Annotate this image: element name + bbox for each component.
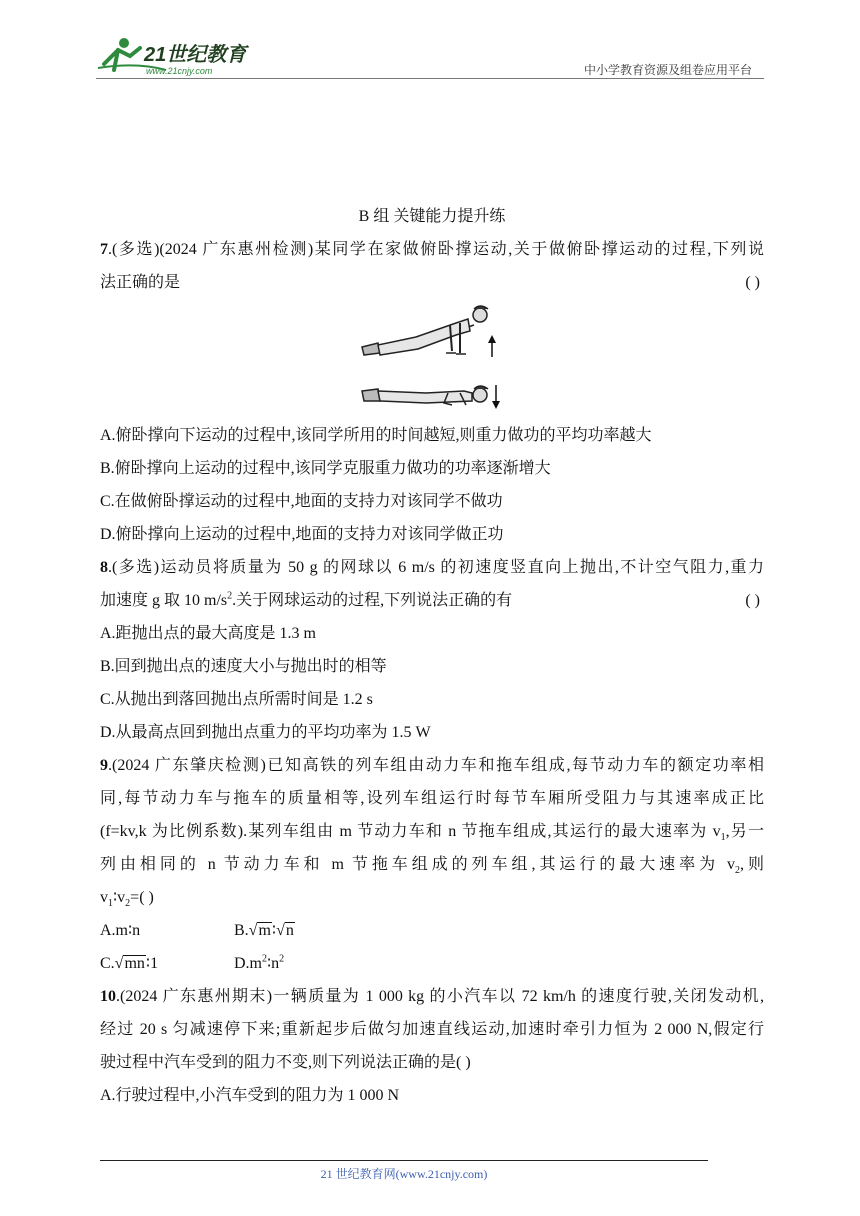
question-10-line-3: 驶过程中汽车受到的阻力不变,则下列说法正确的是( ) [100,1054,471,1071]
arrow-up-icon [488,335,496,357]
question-number: 7 [100,241,108,258]
question-number: 10 [100,988,116,1005]
question-9-line-4: 列由相同的 n 节动力车和 m 节拖车组成的列车组,其运行的最大速率为 $v_2$,则 [100,856,764,877]
question-7-line-1: 7.(多选)(2024 广东惠州检测)某同学在家做俯卧撑运动,关于做俯卧撑运动的过程,下列说 [100,241,764,258]
pushup-up-icon [362,306,488,355]
option-8a: A.距抛出点的最大高度是 1.3 m [100,625,317,642]
header-divider [96,78,764,79]
svg-text:www.21cnjy.com: www.21cnjy.com [146,66,213,76]
question-number: 9 [100,757,108,774]
question-number: 8 [100,559,108,576]
option-9b: B.√m∶√n [234,922,294,939]
option-7d: D.俯卧撑向上运动的过程中,地面的支持力对该同学做正功 [100,526,504,543]
pushup-figure [100,301,764,413]
question-7-line-2: 法正确的是 ( ) [100,266,764,299]
options-9ab [100,914,764,947]
question-9-line-5: $v_1∶v_2=$( ) [100,889,154,910]
page-content [100,200,764,1112]
question-10-line-2: 经过 20 s 匀减速停下来;重新起步后做匀加速直线运动,加速时牵引力恒为 2 000 N,假定行 [100,1021,764,1038]
section-title: B 组 关键能力提升练 [358,208,506,225]
question-10-line-1: 10.(2024 广东惠州期末)一辆质量为 1 000 kg 的小汽车以 72 km/h 的速度行驶,关闭发动机, [100,988,764,1005]
option-9d: $D.m^2∶n^2$ [234,953,285,972]
option-7c: C.在做俯卧撑运动的过程中,地面的支持力对该同学不做功 [100,493,503,510]
page-footer: 21 世纪教育网(www.21cnjy.com) [320,1167,488,1181]
question-9-line-1: 9.(2024 广东肇庆检测)已知高铁的列车组由动力车和拖车组成,每节动力车的额定功率相 [100,757,764,774]
question-9-line-2: 同,每节动力车与拖车的质量相等,设列车组运行时每节车厢所受阻力与其速率成正比 [100,790,764,807]
answer-blank: ( ) [745,592,760,609]
footer-divider [100,1160,708,1161]
option-10a: A.行驶过程中,小汽车受到的阻力为 1 000 N [100,1087,400,1104]
options-9cd [100,947,764,980]
question-8-line-2: 加速度 g 取 10 $m/s^2$.关于网球运动的过程,下列说法正确的有 ( ) [100,584,764,617]
option-8b: B.回到抛出点的速度大小与抛出时的相等 [100,658,387,675]
option-9c: C.√mn∶1 [100,955,159,972]
question-8-line-1: 8.(多选)运动员将质量为 50 g 的网球以 6 m/s 的初速度竖直向上抛出,不计空气阻力,重力 [100,559,764,576]
svg-text:21世纪教育: 21世纪教育 [144,44,247,66]
option-7b: B.俯卧撑向上运动的过程中,该同学克服重力做功的功率逐渐增大 [100,460,551,477]
question-9-line-3: (f=kv,k 为比例系数).某列车组由 m 节动力车和 n 节拖车组成,其运行的最大速率为 $v_1$,另一 [100,823,764,844]
pushup-down-icon [362,386,488,405]
option-8d: D.从最高点回到抛出点重力的平均功率为 1.5 W [100,724,431,741]
answer-blank: ( ) [745,274,760,291]
option-9a: A.m∶n [100,922,141,939]
option-8c: C.从抛出到落回抛出点所需时间是 1.2 s [100,691,373,708]
arrow-down-icon [492,385,500,409]
page-header [96,34,764,82]
pushup-illustration [356,301,506,413]
option-7a: A.俯卧撑向下运动的过程中,该同学所用的时间越短,则重力做功的平均功率越大 [100,427,652,444]
logo [96,34,266,78]
platform-name: 中小学教育资源及组卷应用平台 [583,63,752,77]
